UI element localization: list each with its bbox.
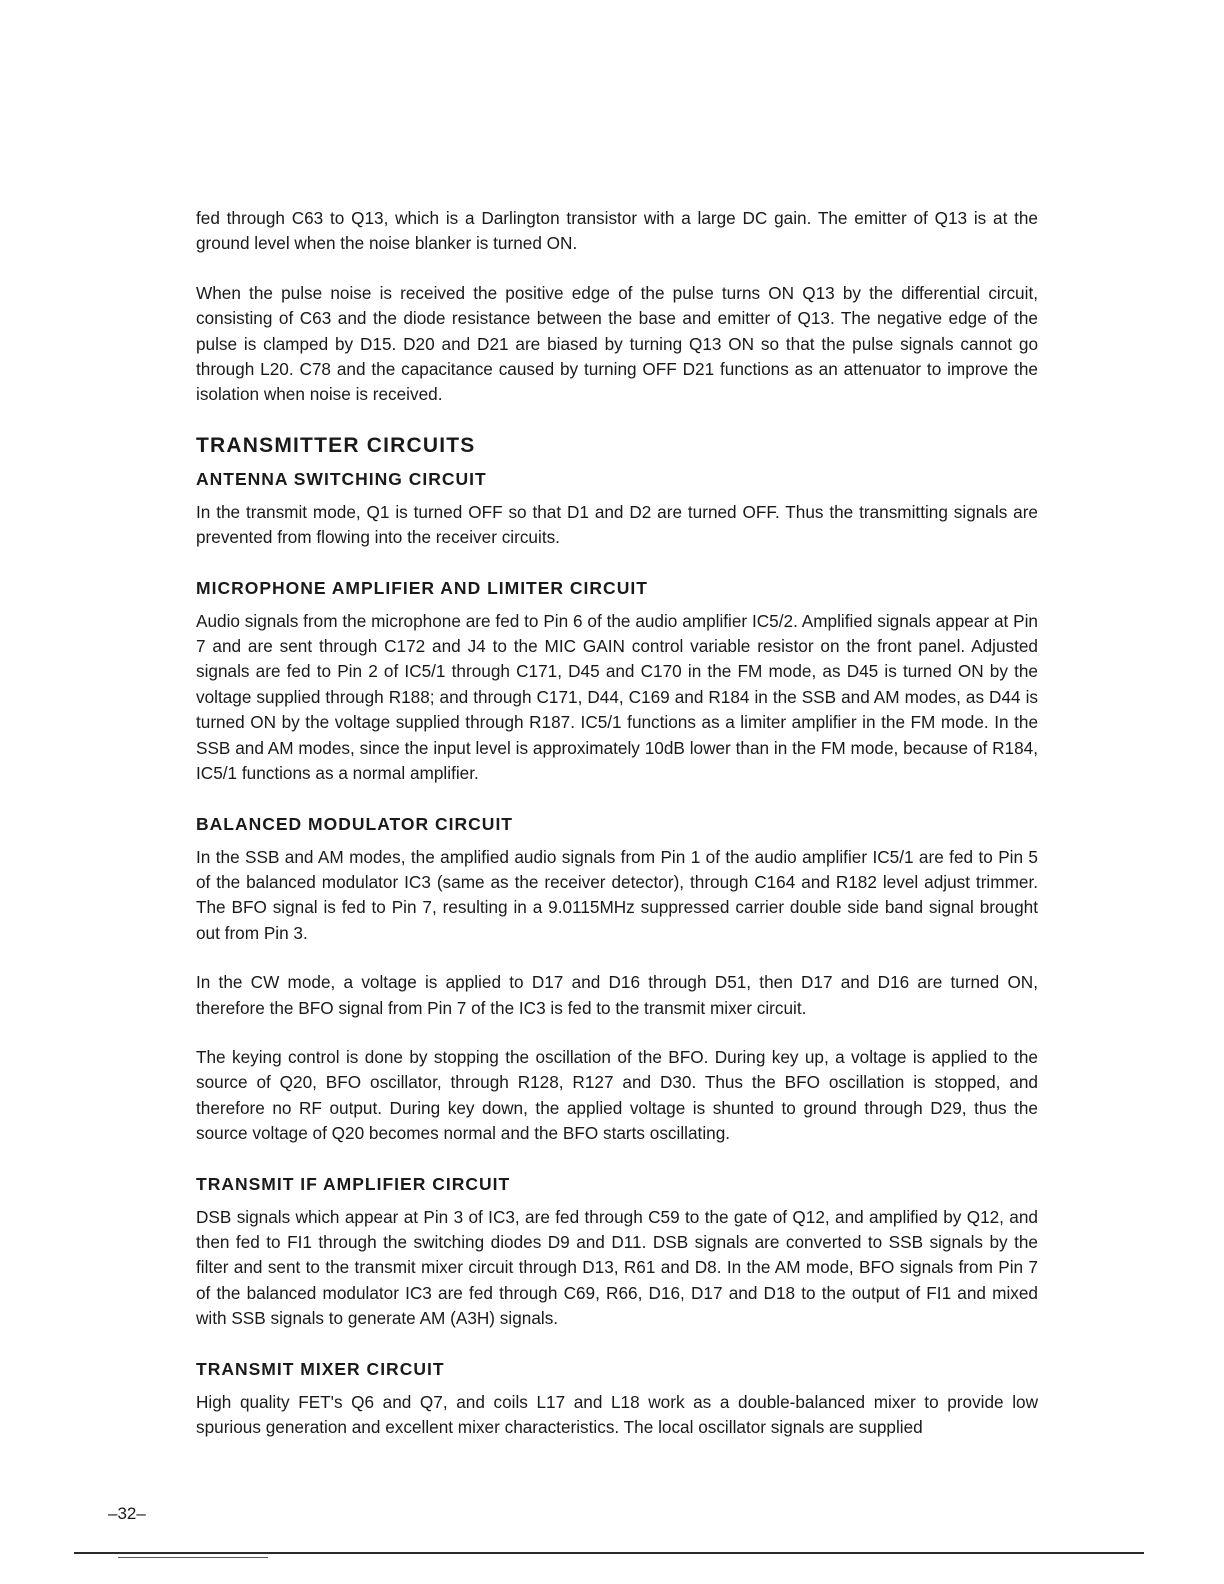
antenna-paragraph-1: In the transmit mode, Q1 is turned OFF so that D1 and D2 are turned OFF. Thus the transmitting signals are prevented from flowing into the receiver circuits. [196, 501, 1038, 548]
balanced-paragraph-1: In the SSB and AM modes, the amplified audio signals from Pin 1 of the audio amplifier IC5/1 are fed to Pin 5 of the balanced modulator IC3 (same as the receiver detector), through C164 and R182 level adjust trimmer. The BFO signal is fed to Pin 7, resulting in a 9.0115MHz suppressed carrier double side band signal brought out from Pin 3. [196, 846, 1038, 943]
intro-paragraph-2: When the pulse noise is received the positive edge of the pulse turns ON Q13 by the differential circuit, consisting of C63 and the diode resistance between the base and emitter of Q13. The negative edge of the pulse is clamped by D15. D20 and D21 are biased by turning Q13 ON so that the pulse signals cannot go through L20. C78 and the capacitance caused by turning OFF D21 functions as an attenuator to improve the isolation when noise is received. [196, 282, 1038, 405]
heading-microphone-amplifier: MICROPHONE AMPLIFIER AND LIMITER CIRCUIT [196, 577, 648, 598]
heading-antenna-switching: ANTENNA SWITCHING CIRCUIT [196, 468, 487, 489]
transmit-if-paragraph-1: DSB signals which appear at Pin 3 of IC3, are fed through C59 to the gate of Q12, and amplified by Q12, and then fed to FI1 through the switching diodes D9 and D11. DSB signals are converted to SSB signals by the filter and sent to the transmit mixer circuit through D13, R61 and D8. In the AM mode, BFO signals from Pin 7 of the balanced modulator IC3 are fed through C69, R66, D16, D17 and D18 to the output of FI1 and mixed with SSB signals to generate AM (A3H) signals. [196, 1206, 1038, 1329]
microphone-paragraph-1: Audio signals from the microphone are fed to Pin 6 of the audio amplifier IC5/2. Amplified signals appear at Pin 7 and are sent through C172 and J4 to the MIC GAIN control variable resistor on the front panel. Adjusted signals are fed to Pin 2 of IC5/1 through C171, D45 and C170 in the FM mode, as D45 is turned ON by the voltage supplied through R188; and through C171, D44, C169 and R184 in the SSB and AM modes, as D44 is turned ON by the voltage supplied through R187. IC5/1 functions as a limiter amplifier in the FM mode. In the SSB and AM modes, since the input level is approximately 10dB lower than in the FM mode, because of R184, IC5/1 functions as a normal amplifier. [196, 610, 1038, 784]
heading-transmit-if-amplifier: TRANSMIT IF AMPLIFIER CIRCUIT [196, 1173, 511, 1194]
footer-rule-secondary [118, 1557, 268, 1558]
document-body [196, 206, 1038, 1440]
heading-transmit-mixer: TRANSMIT MIXER CIRCUIT [196, 1358, 445, 1379]
balanced-paragraph-2: In the CW mode, a voltage is applied to D17 and D16 through D51, then D17 and D16 are turned ON, therefore the BFO signal from Pin 7 of the IC3 is fed to the transmit mixer circuit. [196, 972, 1038, 1018]
balanced-paragraph-3: The keying control is done by stopping the oscillation of the BFO. During key up, a voltage is applied to the source of Q20, BFO oscillator, through R128, R127 and D30. Thus the BFO oscillation is stopped, and therefore no RF output. During key down, the applied voltage is shunted to ground through D29, thus the source voltage of Q20 becomes normal and the BFO starts oscillating. [196, 1046, 1038, 1144]
page-number: –32– [108, 1504, 146, 1523]
footer-rule [74, 1552, 1144, 1554]
heading-balanced-modulator: BALANCED MODULATOR CIRCUIT [196, 813, 513, 834]
transmit-mixer-paragraph-1: High quality FET's Q6 and Q7, and coils L17 and L18 work as a double-balanced mixer to provide low spurious generation and excellent mixer characteristics. The local oscillator signals are supplied [196, 1391, 1038, 1437]
section-title-transmitter: TRANSMITTER CIRCUITS [196, 433, 476, 457]
intro-paragraph-1: fed through C63 to Q13, which is a Darlington transistor with a large DC gain. The emitter of Q13 is at the ground level when the noise blanker is turned ON. [196, 208, 1038, 254]
